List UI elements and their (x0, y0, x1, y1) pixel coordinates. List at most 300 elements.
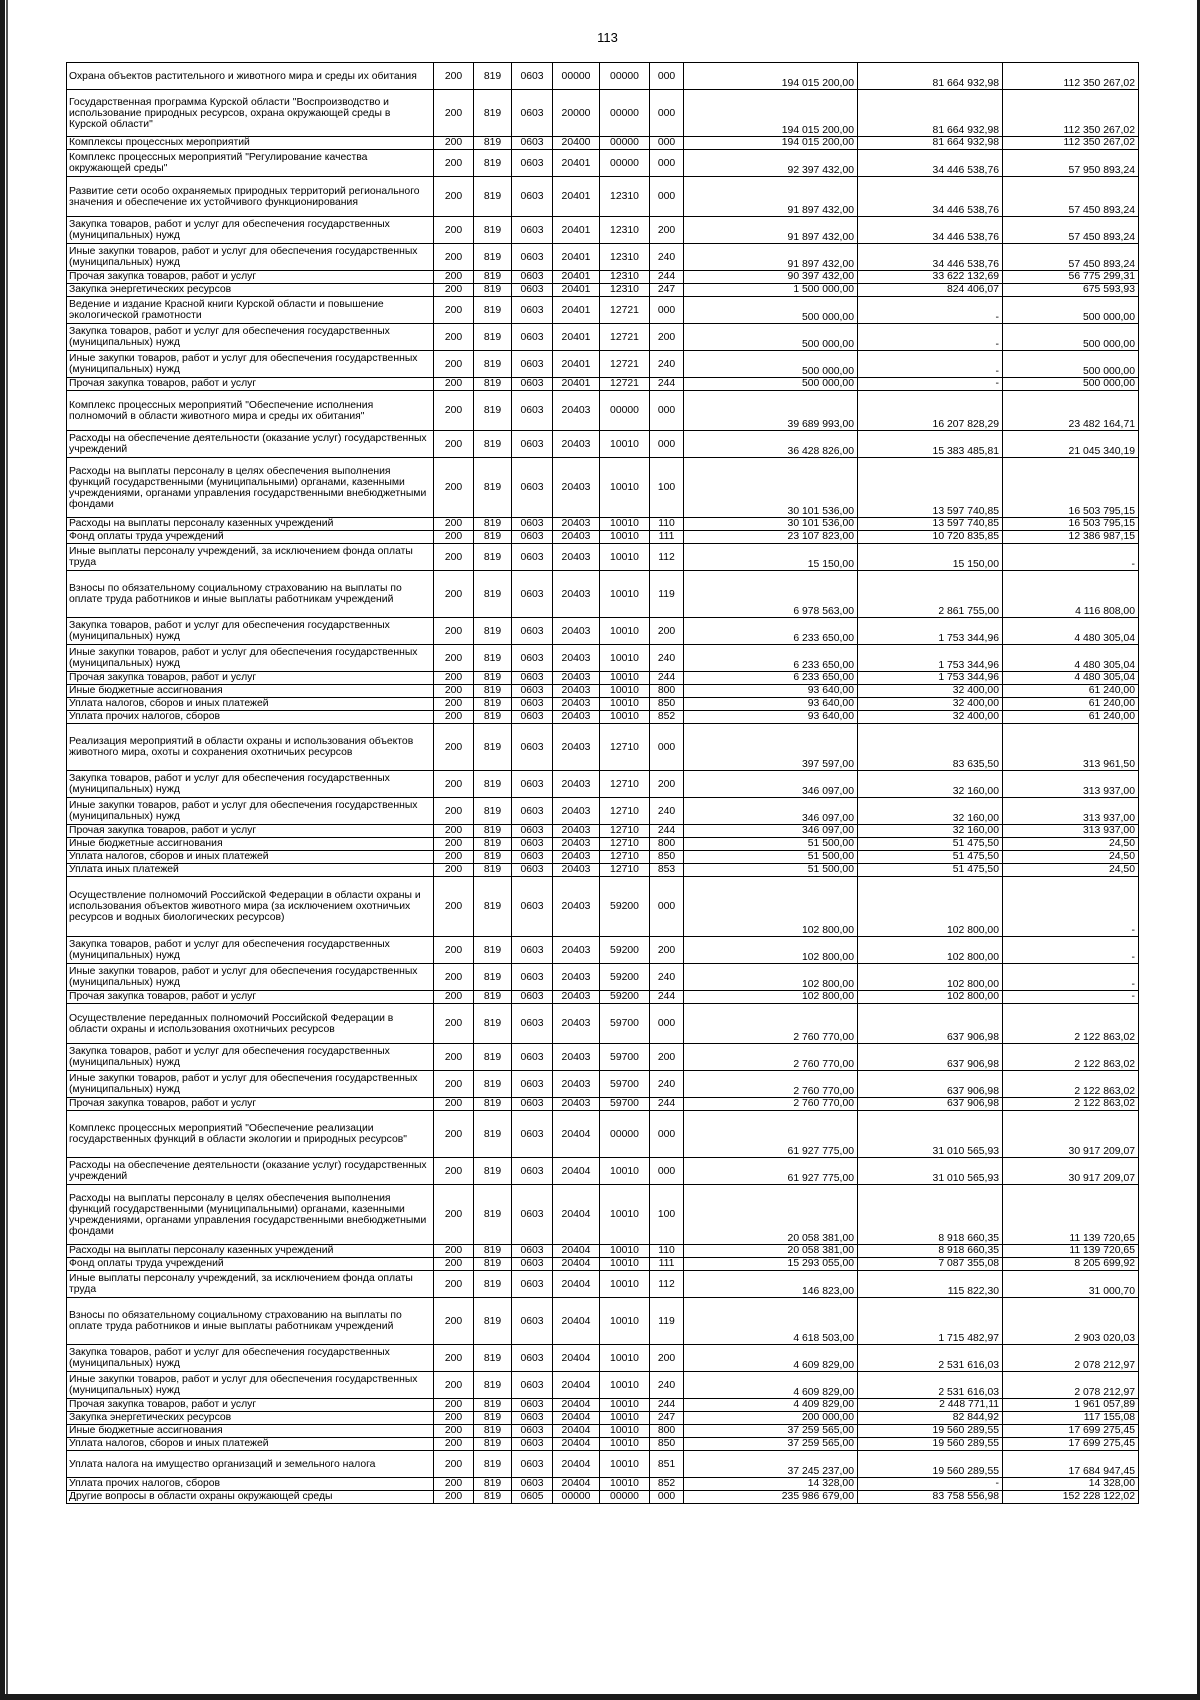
code-program: 20404 (553, 1412, 600, 1425)
code-section: 0603 (512, 1071, 553, 1098)
code-ministry: 819 (474, 150, 512, 177)
code-expense-type: 000 (650, 90, 684, 137)
row-name: Закупка энергетических ресурсов (67, 1412, 434, 1425)
remaining-amount: 4 116 808,00 (1003, 571, 1139, 618)
planned-amount: 1 500 000,00 (684, 284, 858, 297)
planned-amount: 93 640,00 (684, 685, 858, 698)
table-row (67, 672, 1139, 685)
code-expense-type: 000 (650, 1111, 684, 1158)
code-admin: 200 (434, 217, 474, 244)
code-ministry: 819 (474, 324, 512, 351)
table-row (67, 531, 1139, 544)
code-section: 0603 (512, 672, 553, 685)
code-section: 0603 (512, 937, 553, 964)
code-program: 20403 (553, 798, 600, 825)
table-row (67, 937, 1139, 964)
code-program: 20401 (553, 284, 600, 297)
code-admin: 200 (434, 964, 474, 991)
table-row (67, 1399, 1139, 1412)
code-direction: 12721 (600, 351, 650, 378)
row-name: Взносы по обязательному социальному страхованию на выплаты по оплате труда работников и иные выплаты работникам учреждений (67, 1298, 434, 1345)
executed-amount: 1 753 344,96 (858, 672, 1003, 685)
code-expense-type: 240 (650, 645, 684, 672)
planned-amount: 194 015 200,00 (684, 137, 858, 150)
code-ministry: 819 (474, 458, 512, 518)
code-section: 0603 (512, 378, 553, 391)
table-row (67, 1478, 1139, 1491)
code-section: 0603 (512, 1271, 553, 1298)
table-row (67, 150, 1139, 177)
code-expense-type: 800 (650, 1425, 684, 1438)
executed-amount: 7 087 355,08 (858, 1258, 1003, 1271)
remaining-amount: 24,50 (1003, 838, 1139, 851)
code-admin: 200 (434, 90, 474, 137)
code-admin: 200 (434, 1098, 474, 1111)
executed-amount: 102 800,00 (858, 937, 1003, 964)
code-section: 0603 (512, 1399, 553, 1412)
remaining-amount: 313 937,00 (1003, 798, 1139, 825)
code-ministry: 819 (474, 1345, 512, 1372)
code-expense-type: 200 (650, 1345, 684, 1372)
code-ministry: 819 (474, 645, 512, 672)
code-expense-type: 000 (650, 724, 684, 771)
code-expense-type: 000 (650, 1491, 684, 1504)
row-name: Фонд оплаты труда учреждений (67, 531, 434, 544)
code-admin: 200 (434, 1491, 474, 1504)
remaining-amount: 16 503 795,15 (1003, 458, 1139, 518)
code-section: 0603 (512, 864, 553, 877)
planned-amount: 4 609 829,00 (684, 1372, 858, 1399)
table-row (67, 877, 1139, 937)
row-name: Расходы на выплаты персоналу казенных учреждений (67, 1245, 434, 1258)
code-direction: 10010 (600, 1245, 650, 1258)
remaining-amount: - (1003, 877, 1139, 937)
row-name: Иные закупки товаров, работ и услуг для обеспечения государственных (муниципальных) нужд (67, 244, 434, 271)
code-program: 20401 (553, 351, 600, 378)
code-ministry: 819 (474, 1245, 512, 1258)
code-expense-type: 852 (650, 711, 684, 724)
planned-amount: 2 760 770,00 (684, 1098, 858, 1111)
row-name: Уплата налогов, сборов и иных платежей (67, 851, 434, 864)
planned-amount: 93 640,00 (684, 711, 858, 724)
code-admin: 200 (434, 378, 474, 391)
code-program: 20404 (553, 1271, 600, 1298)
remaining-amount: 2 122 863,02 (1003, 1071, 1139, 1098)
row-name: Прочая закупка товаров, работ и услуг (67, 825, 434, 838)
remaining-amount: 2 122 863,02 (1003, 1098, 1139, 1111)
row-name: Закупка товаров, работ и услуг для обеспечения государственных (муниципальных) нужд (67, 1044, 434, 1071)
row-name: Закупка товаров, работ и услуг для обеспечения государственных (муниципальных) нужд (67, 771, 434, 798)
code-ministry: 819 (474, 672, 512, 685)
code-admin: 200 (434, 458, 474, 518)
code-program: 20403 (553, 571, 600, 618)
code-ministry: 819 (474, 1372, 512, 1399)
table-row (67, 1258, 1139, 1271)
executed-amount: 34 446 538,76 (858, 244, 1003, 271)
row-name: Осуществление переданных полномочий Российской Федерации в области охраны и использования охотничьих ресурсов (67, 1004, 434, 1044)
code-section: 0603 (512, 284, 553, 297)
remaining-amount: 112 350 267,02 (1003, 137, 1139, 150)
code-section: 0603 (512, 838, 553, 851)
code-direction: 12310 (600, 271, 650, 284)
planned-amount: 102 800,00 (684, 991, 858, 1004)
code-program: 20403 (553, 698, 600, 711)
code-admin: 200 (434, 571, 474, 618)
code-program: 20400 (553, 137, 600, 150)
code-section: 0603 (512, 1412, 553, 1425)
code-direction: 00000 (600, 1111, 650, 1158)
planned-amount: 102 800,00 (684, 937, 858, 964)
code-admin: 200 (434, 1271, 474, 1298)
executed-amount: 102 800,00 (858, 991, 1003, 1004)
code-program: 20403 (553, 991, 600, 1004)
code-program: 20404 (553, 1372, 600, 1399)
planned-amount: 346 097,00 (684, 771, 858, 798)
code-section: 0603 (512, 271, 553, 284)
code-ministry: 819 (474, 1158, 512, 1185)
planned-amount: 91 897 432,00 (684, 244, 858, 271)
code-ministry: 819 (474, 531, 512, 544)
executed-amount: 637 906,98 (858, 1098, 1003, 1111)
code-ministry: 819 (474, 825, 512, 838)
code-expense-type: 200 (650, 618, 684, 645)
code-program: 20403 (553, 618, 600, 645)
code-admin: 200 (434, 1071, 474, 1098)
code-ministry: 819 (474, 90, 512, 137)
executed-amount: 10 720 835,85 (858, 531, 1003, 544)
code-expense-type: 200 (650, 771, 684, 798)
code-program: 20401 (553, 324, 600, 351)
remaining-amount: 57 950 893,24 (1003, 150, 1139, 177)
planned-amount: 92 397 432,00 (684, 150, 858, 177)
code-program: 20403 (553, 825, 600, 838)
code-expense-type: 200 (650, 324, 684, 351)
remaining-amount: 11 139 720,65 (1003, 1245, 1139, 1258)
code-section: 0605 (512, 1491, 553, 1504)
planned-amount: 51 500,00 (684, 851, 858, 864)
code-expense-type: 240 (650, 798, 684, 825)
budget-table-body (67, 63, 1139, 1504)
code-direction: 10010 (600, 672, 650, 685)
code-expense-type: 000 (650, 877, 684, 937)
code-ministry: 819 (474, 1478, 512, 1491)
remaining-amount: 4 480 305,04 (1003, 618, 1139, 645)
code-ministry: 819 (474, 1044, 512, 1071)
table-row (67, 838, 1139, 851)
code-ministry: 819 (474, 877, 512, 937)
code-direction: 12310 (600, 177, 650, 217)
code-ministry: 819 (474, 431, 512, 458)
remaining-amount: 500 000,00 (1003, 351, 1139, 378)
row-name: Иные закупки товаров, работ и услуг для обеспечения государственных (муниципальных) нужд (67, 1071, 434, 1098)
remaining-amount: 30 917 209,07 (1003, 1111, 1139, 1158)
row-name: Другие вопросы в области охраны окружающей среды (67, 1491, 434, 1504)
code-program: 20404 (553, 1158, 600, 1185)
remaining-amount: 21 045 340,19 (1003, 431, 1139, 458)
table-row (67, 1185, 1139, 1245)
row-name: Комплекс процессных мероприятий "Регулирование качества окружающей среды" (67, 150, 434, 177)
code-admin: 200 (434, 1245, 474, 1258)
row-name: Фонд оплаты труда учреждений (67, 1258, 434, 1271)
executed-amount: 8 918 660,35 (858, 1245, 1003, 1258)
code-section: 0603 (512, 544, 553, 571)
code-expense-type: 240 (650, 1071, 684, 1098)
code-direction: 10010 (600, 1258, 650, 1271)
budget-table (66, 62, 1139, 1504)
executed-amount: 32 400,00 (858, 711, 1003, 724)
code-admin: 200 (434, 1451, 474, 1478)
row-name: Иные бюджетные ассигнования (67, 838, 434, 851)
code-ministry: 819 (474, 1399, 512, 1412)
code-program: 20403 (553, 1071, 600, 1098)
table-row (67, 1372, 1139, 1399)
code-admin: 200 (434, 1258, 474, 1271)
executed-amount: 19 560 289,55 (858, 1425, 1003, 1438)
code-expense-type: 200 (650, 937, 684, 964)
code-direction: 10010 (600, 1438, 650, 1451)
code-direction: 00000 (600, 391, 650, 431)
code-direction: 12710 (600, 798, 650, 825)
planned-amount: 2 760 770,00 (684, 1071, 858, 1098)
code-admin: 200 (434, 864, 474, 877)
planned-amount: 6 233 650,00 (684, 672, 858, 685)
code-ministry: 819 (474, 724, 512, 771)
code-expense-type: 851 (650, 1451, 684, 1478)
row-name: Уплата прочих налогов, сборов (67, 1478, 434, 1491)
code-expense-type: 850 (650, 851, 684, 864)
code-direction: 10010 (600, 1345, 650, 1372)
remaining-amount: 12 386 987,15 (1003, 531, 1139, 544)
code-section: 0603 (512, 711, 553, 724)
code-expense-type: 853 (650, 864, 684, 877)
code-ministry: 819 (474, 618, 512, 645)
code-ministry: 819 (474, 518, 512, 531)
code-direction: 59700 (600, 1004, 650, 1044)
row-name: Уплата налога на имущество организаций и земельного налога (67, 1451, 434, 1478)
executed-amount: 32 160,00 (858, 771, 1003, 798)
executed-amount: 1 753 344,96 (858, 645, 1003, 672)
planned-amount: 346 097,00 (684, 798, 858, 825)
row-name: Прочая закупка товаров, работ и услуг (67, 1399, 434, 1412)
executed-amount: 102 800,00 (858, 964, 1003, 991)
executed-amount: 81 664 932,98 (858, 63, 1003, 90)
row-name: Иные выплаты персоналу учреждений, за исключением фонда оплаты труда (67, 544, 434, 571)
planned-amount: 146 823,00 (684, 1271, 858, 1298)
remaining-amount: 4 480 305,04 (1003, 645, 1139, 672)
executed-amount: 19 560 289,55 (858, 1451, 1003, 1478)
table-row (67, 1071, 1139, 1098)
executed-amount: 83 758 556,98 (858, 1491, 1003, 1504)
code-section: 0603 (512, 1451, 553, 1478)
executed-amount: 81 664 932,98 (858, 137, 1003, 150)
code-section: 0603 (512, 531, 553, 544)
code-direction: 10010 (600, 618, 650, 645)
executed-amount: 16 207 828,29 (858, 391, 1003, 431)
code-expense-type: 247 (650, 1412, 684, 1425)
code-program: 20403 (553, 838, 600, 851)
remaining-amount: 152 228 122,02 (1003, 1491, 1139, 1504)
executed-amount: 51 475,50 (858, 838, 1003, 851)
planned-amount: 4 409 829,00 (684, 1399, 858, 1412)
code-program: 20401 (553, 150, 600, 177)
code-expense-type: 119 (650, 571, 684, 618)
code-program: 20404 (553, 1298, 600, 1345)
code-ministry: 819 (474, 271, 512, 284)
remaining-amount: 117 155,08 (1003, 1412, 1139, 1425)
executed-amount: 13 597 740,85 (858, 518, 1003, 531)
code-admin: 200 (434, 431, 474, 458)
code-section: 0603 (512, 825, 553, 838)
remaining-amount: 500 000,00 (1003, 378, 1139, 391)
code-expense-type: 111 (650, 1258, 684, 1271)
code-program: 20404 (553, 1399, 600, 1412)
table-row (67, 864, 1139, 877)
code-ministry: 819 (474, 1098, 512, 1111)
table-row (67, 1425, 1139, 1438)
planned-amount: 30 101 536,00 (684, 518, 858, 531)
code-section: 0603 (512, 1438, 553, 1451)
row-name: Уплата иных платежей (67, 864, 434, 877)
code-section: 0603 (512, 851, 553, 864)
code-ministry: 819 (474, 1258, 512, 1271)
planned-amount: 91 897 432,00 (684, 217, 858, 244)
row-name: Закупка товаров, работ и услуг для обеспечения государственных (муниципальных) нужд (67, 217, 434, 244)
executed-amount: 637 906,98 (858, 1071, 1003, 1098)
code-admin: 200 (434, 518, 474, 531)
planned-amount: 2 760 770,00 (684, 1044, 858, 1071)
table-row (67, 544, 1139, 571)
code-direction: 12721 (600, 297, 650, 324)
code-expense-type: 119 (650, 1298, 684, 1345)
code-program: 20404 (553, 1451, 600, 1478)
row-name: Охрана объектов растительного и животного мира и среды их обитания (67, 63, 434, 90)
code-admin: 200 (434, 63, 474, 90)
code-admin: 200 (434, 1298, 474, 1345)
executed-amount: 51 475,50 (858, 851, 1003, 864)
remaining-amount: 24,50 (1003, 851, 1139, 864)
code-admin: 200 (434, 1438, 474, 1451)
remaining-amount: 112 350 267,02 (1003, 63, 1139, 90)
table-row (67, 825, 1139, 838)
executed-amount: 2 861 755,00 (858, 571, 1003, 618)
planned-amount: 500 000,00 (684, 324, 858, 351)
row-name: Взносы по обязательному социальному страхованию на выплаты по оплате труда работников и иные выплаты работникам учреждений (67, 571, 434, 618)
row-name: Реализация мероприятий в области охраны и использования объектов животного мира, охоты и сохранения охотничьих ресурсов (67, 724, 434, 771)
code-admin: 200 (434, 1412, 474, 1425)
code-ministry: 819 (474, 378, 512, 391)
code-admin: 200 (434, 177, 474, 217)
code-program: 20404 (553, 1185, 600, 1245)
code-section: 0603 (512, 458, 553, 518)
planned-amount: 102 800,00 (684, 877, 858, 937)
code-ministry: 819 (474, 1271, 512, 1298)
code-section: 0603 (512, 150, 553, 177)
row-name: Прочая закупка товаров, работ и услуг (67, 378, 434, 391)
planned-amount: 23 107 823,00 (684, 531, 858, 544)
code-expense-type: 110 (650, 1245, 684, 1258)
executed-amount: 824 406,07 (858, 284, 1003, 297)
code-program: 20403 (553, 771, 600, 798)
code-section: 0603 (512, 431, 553, 458)
planned-amount: 39 689 993,00 (684, 391, 858, 431)
code-expense-type: 000 (650, 1158, 684, 1185)
code-direction: 10010 (600, 1399, 650, 1412)
code-expense-type: 000 (650, 150, 684, 177)
planned-amount: 37 259 565,00 (684, 1425, 858, 1438)
code-direction: 12710 (600, 838, 650, 851)
code-expense-type: 112 (650, 544, 684, 571)
code-admin: 200 (434, 1425, 474, 1438)
code-admin: 200 (434, 838, 474, 851)
code-program: 20403 (553, 544, 600, 571)
code-admin: 200 (434, 672, 474, 685)
planned-amount: 194 015 200,00 (684, 63, 858, 90)
code-ministry: 819 (474, 964, 512, 991)
row-name: Ведение и издание Красной книги Курской области и повышение экологической грамотности (67, 297, 434, 324)
code-ministry: 819 (474, 177, 512, 217)
planned-amount: 200 000,00 (684, 1412, 858, 1425)
executed-amount: 32 400,00 (858, 685, 1003, 698)
planned-amount: 500 000,00 (684, 378, 858, 391)
table-row (67, 851, 1139, 864)
code-expense-type: 000 (650, 431, 684, 458)
planned-amount: 6 233 650,00 (684, 618, 858, 645)
code-admin: 200 (434, 825, 474, 838)
planned-amount: 20 058 381,00 (684, 1185, 858, 1245)
code-expense-type: 000 (650, 137, 684, 150)
planned-amount: 91 897 432,00 (684, 177, 858, 217)
executed-amount: 82 844,92 (858, 1412, 1003, 1425)
code-direction: 00000 (600, 63, 650, 90)
table-row (67, 1345, 1139, 1372)
code-admin: 200 (434, 698, 474, 711)
table-row (67, 63, 1139, 90)
remaining-amount: 2 078 212,97 (1003, 1372, 1139, 1399)
table-row (67, 1098, 1139, 1111)
executed-amount: - (858, 378, 1003, 391)
code-direction: 00000 (600, 137, 650, 150)
code-direction: 10010 (600, 544, 650, 571)
code-direction: 59200 (600, 964, 650, 991)
row-name: Государственная программа Курской области "Воспроизводство и использование природных ресурсов, охрана окружающей среды в Курской области" (67, 90, 434, 137)
code-admin: 200 (434, 1044, 474, 1071)
executed-amount: 34 446 538,76 (858, 177, 1003, 217)
row-name: Прочая закупка товаров, работ и услуг (67, 1098, 434, 1111)
row-name: Уплата прочих налогов, сборов (67, 711, 434, 724)
code-admin: 200 (434, 724, 474, 771)
table-row (67, 217, 1139, 244)
remaining-amount: 61 240,00 (1003, 711, 1139, 724)
code-expense-type: 247 (650, 284, 684, 297)
code-admin: 200 (434, 645, 474, 672)
code-direction: 00000 (600, 150, 650, 177)
code-direction: 10010 (600, 698, 650, 711)
executed-amount: 637 906,98 (858, 1044, 1003, 1071)
code-admin: 200 (434, 284, 474, 297)
table-row (67, 284, 1139, 297)
code-program: 20403 (553, 1044, 600, 1071)
row-name: Комплекс процессных мероприятий "Обеспечение реализации государственных функций в области экологии и природных ресурсов" (67, 1111, 434, 1158)
executed-amount: 637 906,98 (858, 1004, 1003, 1044)
code-ministry: 819 (474, 1412, 512, 1425)
code-program: 20404 (553, 1111, 600, 1158)
code-program: 20404 (553, 1258, 600, 1271)
planned-amount: 61 927 775,00 (684, 1158, 858, 1185)
code-section: 0603 (512, 991, 553, 1004)
code-program: 20403 (553, 864, 600, 877)
code-direction: 10010 (600, 571, 650, 618)
code-program: 20401 (553, 297, 600, 324)
